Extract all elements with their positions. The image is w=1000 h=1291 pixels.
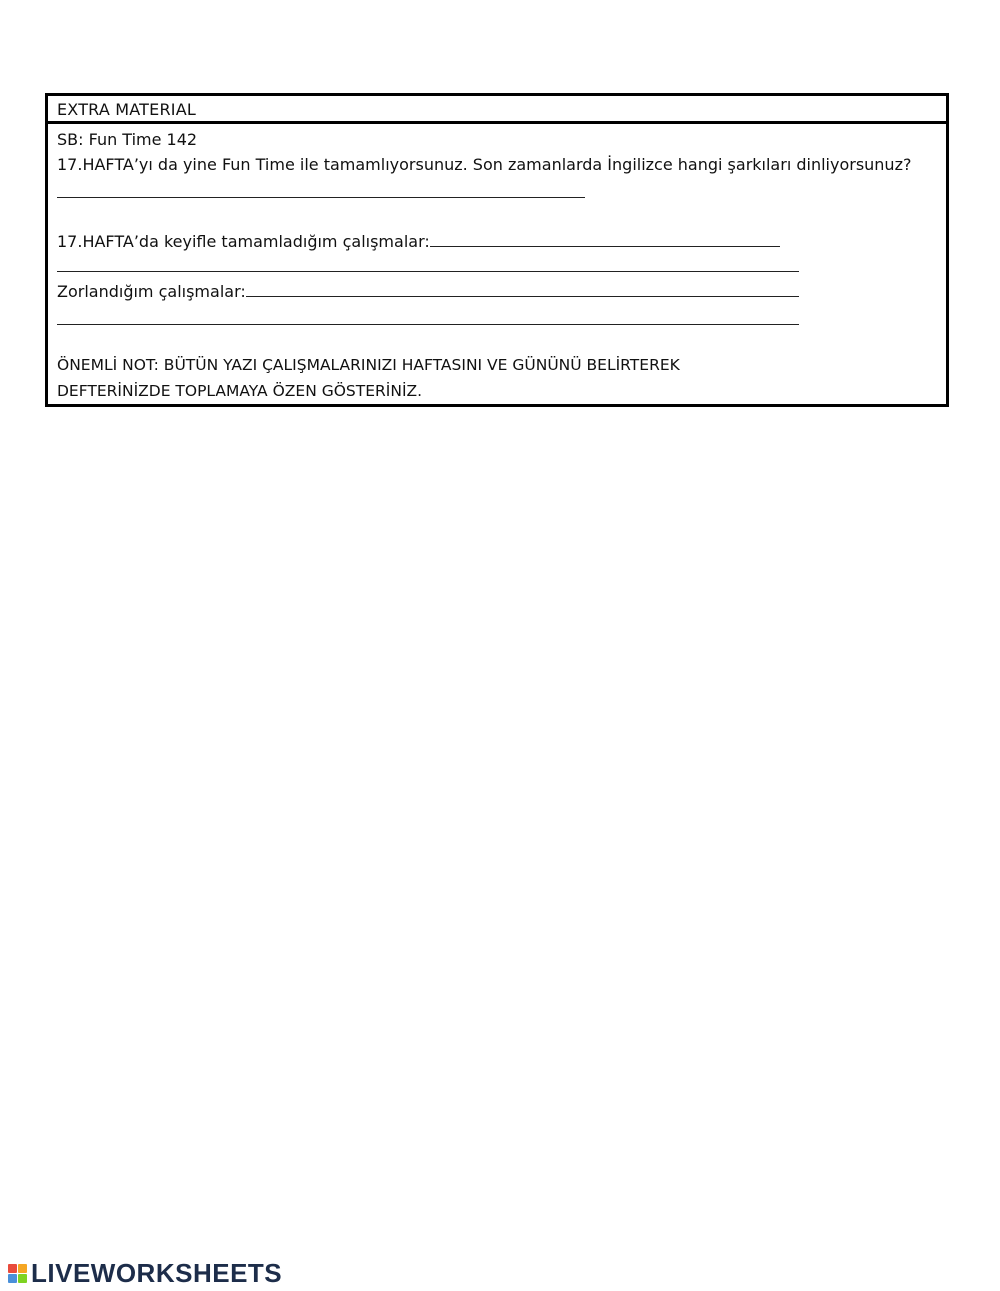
worksheet-box — [45, 93, 949, 407]
important-note-line-1: ÖNEMLİ NOT: BÜTÜN YAZI ÇALIŞMALARINIZI HAFTASINI VE GÜNÜNÜ BELİRTEREK — [57, 356, 680, 374]
struggled-row — [57, 280, 799, 301]
liveworksheets-logo-icon — [8, 1264, 28, 1284]
answer-line-songs[interactable] — [57, 197, 585, 198]
liveworksheets-logo[interactable] — [8, 1258, 282, 1289]
important-note-line-2: DEFTERİNİZDE TOPLAMAYA ÖZEN GÖSTERİNİZ. — [57, 382, 423, 400]
question-text: 17.HAFTA’yı da yine Fun Time ile tamamlıyorsunuz. Son zamanlarda İngilizce hangi şarkıları dinliyorsunuz? — [57, 155, 912, 174]
answer-line-struggled-2[interactable] — [57, 324, 799, 325]
worksheet-header: EXTRA MATERIAL — [48, 96, 946, 124]
struggled-label: Zorlandığım çalışmalar: — [57, 282, 246, 301]
answer-line-struggled[interactable] — [246, 280, 799, 297]
answer-line-enjoyed-2[interactable] — [57, 271, 799, 272]
logo-text: LIVEWORKSHEETS — [31, 1258, 283, 1288]
enjoyed-row — [57, 230, 780, 251]
answer-line-enjoyed[interactable] — [430, 230, 780, 247]
enjoyed-label: 17.HAFTA’da keyifle tamamladığım çalışmalar: — [57, 232, 430, 251]
sb-reference: SB: Fun Time 142 — [57, 130, 198, 149]
